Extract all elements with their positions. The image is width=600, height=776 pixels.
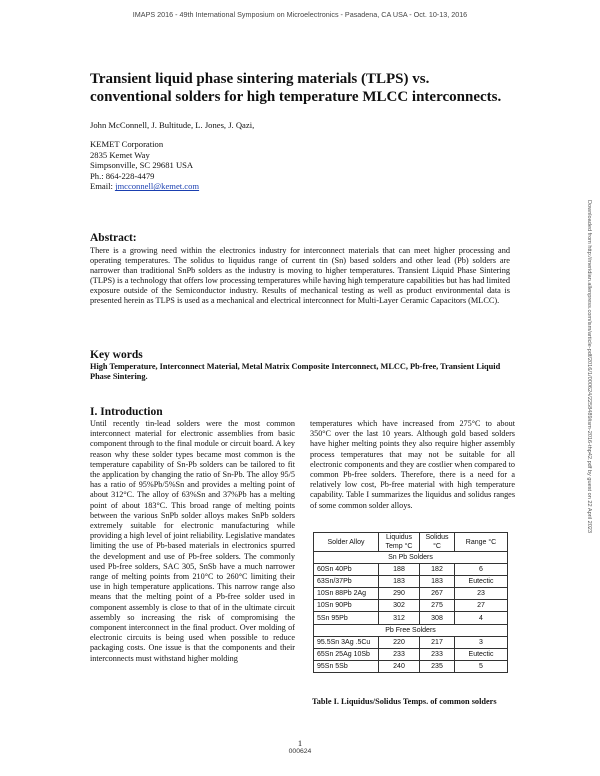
table-cell: 182 [420,564,455,576]
table-cell: 10Sn 88Pb 2Ag [314,588,379,600]
running-head: IMAPS 2016 - 49th International Symposium on Microelectronics - Pasadena, CA USA - Oct. 10-13, 2016 [132,10,468,19]
solder-table [313,532,508,673]
table-cell: 290 [379,588,420,600]
table-row [314,576,508,588]
table-cell: 240 [379,660,420,672]
table-cell: Eutectic [455,648,508,660]
table-cell: 5 [455,660,508,672]
affiliation-email-line [90,181,199,192]
introduction-heading: I. Introduction [90,406,163,418]
table-body [314,552,508,673]
table-row [314,660,508,672]
paper-title: Transient liquid phase sintering materials (TLPS) vs. conventional solders for high temperature MLCC interconnects. [90,71,502,105]
table-header-row [314,533,508,552]
table-cell: 233 [379,648,420,660]
keywords-heading: Key words [90,349,143,361]
table-cell: 233 [420,648,455,660]
table-cell: 235 [420,660,455,672]
introduction-column-right: temperatures which have increased from 275°C to about 350°C over the last 10 years. Although gold based solders have higher melting points they also require higher assembly process temperatures that may not be suitable for all electronic components and they are costlier when compared to common Pb-free solders. Therefore, there is a need for a relatively low cost, Pb-free material with high temperature capability. Table I summarizes the liquidus and solidus ranges of some common solder alloys. [310,419,515,510]
abstract-text: There is a growing need within the electronics industry for interconnect materials that can meet higher processing and operating temperatures. The solidus to liquidus range of current tin (Sn) based solders and other lead (Pb) solders are narrower than traditional SnPb solders as the industry is moving to higher temperatures. Transient Liquid Phase Sintering (TLPS) is a technology that offers low processing temperatures while having high temperature capabilities but has had limited exposure outside of the Semiconductor industry. Results of mechanical testing as well as product environmental data is presented herein as TLPS is used as a mechanical and electrical interconnect for Multi-Layer Ceramic Capacitors (MLCC). [90,246,510,306]
affiliation-block [90,139,199,192]
keywords-text: High Temperature, Interconnect Material, Metal Matrix Composite Interconnect, MLCC, Pb-free, Transient Liquid Phase Sintering. [90,362,501,382]
abstract-heading: Abstract: [90,232,137,244]
table-group-row [314,552,508,564]
table-cell: 217 [420,636,455,648]
page-code: 000624 [288,748,312,755]
table-cell: 220 [379,636,420,648]
email-label: Email: [90,181,116,192]
table-cell: 312 [379,612,420,624]
table-cell: 267 [420,588,455,600]
download-notice-text: Downloaded from http://meridian.allenpress.com/ism/article-pdf/2016/1/000624/2258489/ism-2016-thp42.pdf by guest on 22 April 2023 [586,200,592,534]
table-row [314,564,508,576]
table-cell: 23 [455,588,508,600]
table-cell: 95Sn 5Sb [314,660,379,672]
table-row [314,636,508,648]
introduction-column-left: Until recently tin-lead solders were the most common interconnect material for electronic assemblies from basic component through to the final module or circuit board. A key reason why these solder types became most common is the temperature capability of Sn-Pb solders can be tailored to fit the application by changing the ratio of Sn-Pb. The alloy 95/5 has a ratio of 95%Pb/5%Sn and provides a melting point of about 312°C. The alloy of 63%Sn and 37%Pb has a melting point of about 183°C. This broad range of melting points between the various SnPb solder alloys makes SnPb solders extremely suitable for electronic manufacturing while providing a high level of joint reliability. Legislative mandates limiting the use of Pb-based materials in electronics spurred the development and use of Pb-free solders. The commonly used Pb-free solders, SAC 305, SnSb have a much narrower range of melting points from 210°C to 260°C limiting their use in high temperature applications. This narrow range also means that the melting point of a Pb-free solder used in component assembly is close to that of in the ultimate circuit assembly so increasing the risk of compromising the component interconnect in the final product. Over molding of electronic circuits is being used when possible to reduce packaging costs. One issue is that the components and their interconnects must withstand higher molding [90,419,295,663]
table-cell: 63Sn/37Pb [314,576,379,588]
table-row [314,612,508,624]
table-cell: 183 [379,576,420,588]
table-cell: 10Sn 90Pb [314,600,379,612]
table-cell: 6 [455,564,508,576]
table-row [314,600,508,612]
col-header-range: Range °C [455,533,508,552]
table-cell: 27 [455,600,508,612]
table-cell: 5Sn 95Pb [314,612,379,624]
table-caption: Table I. Liquidus/Solidus Temps. of common solders [312,697,497,706]
authors: John McConnell, J. Bultitude, L. Jones, J. Qazi, [90,120,255,130]
table-cell: 3 [455,636,508,648]
table-cell: Eutectic [455,576,508,588]
download-notice [585,200,593,620]
table-cell: 302 [379,600,420,612]
table-group-label: Sn Pb Solders [314,552,508,564]
table-cell: 308 [420,612,455,624]
affiliation-street: 2835 Kemet Way [90,149,150,160]
col-header-solidus: Solidus °C [420,533,455,552]
table-group-label: Pb Free Solders [314,624,508,636]
table-cell: 95.5Sn 3Ag .5Cu [314,636,379,648]
table-row [314,588,508,600]
affiliation-phone: Ph.: 864-228-4479 [90,170,155,181]
table-row [314,648,508,660]
affiliation-city: Simpsonville, SC 29681 USA [90,160,194,171]
table-cell: 183 [420,576,455,588]
col-header-alloy: Solder Alloy [314,533,379,552]
table-cell: 60Sn 40Pb [314,564,379,576]
table-cell: 188 [379,564,420,576]
table-cell: 4 [455,612,508,624]
table-cell: 65Sn 25Ag 10Sb [314,648,379,660]
col-header-liquidus: Liquidus Temp °C [379,533,420,552]
table-cell: 275 [420,600,455,612]
affiliation-company: KEMET Corporation [90,139,164,149]
email-link[interactable]: jmcconnell@kemet.com [115,181,200,192]
page-number: 1 [297,738,303,748]
table-group-row [314,624,508,636]
